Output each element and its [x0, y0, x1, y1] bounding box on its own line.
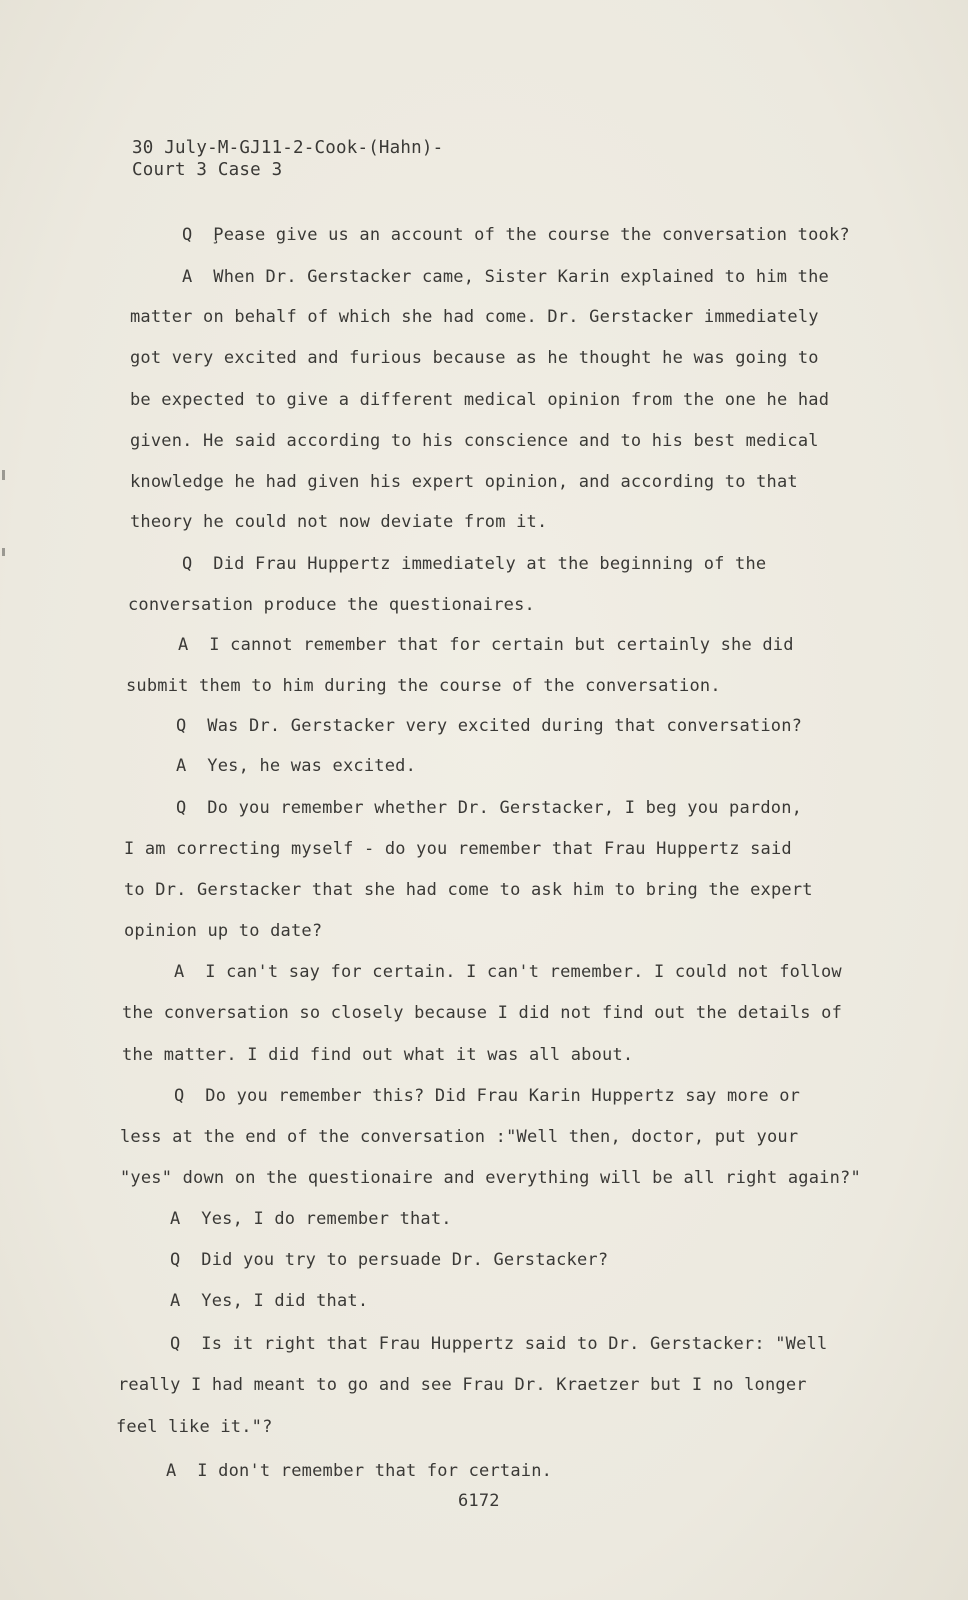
left-edge-mark — [2, 548, 5, 556]
text-line: Q Was Dr. Gerstacker very excited during that conversation? — [176, 716, 803, 736]
text-line: knowledge he had given his expert opinion, and according to that — [130, 472, 798, 492]
text-line: really I had meant to go and see Frau Dr. Kraetzer but I no longer — [118, 1375, 807, 1395]
text-line: the matter. I did find out what it was all about. — [122, 1045, 634, 1065]
text-line: theory he could not now deviate from it. — [130, 512, 548, 532]
text-line: Q Do you remember whether Dr. Gerstacker, I beg you pardon, — [176, 798, 803, 818]
text-line: got very excited and furious because as he thought he was going to — [130, 348, 819, 368]
text-line: A I don't remember that for certain. — [166, 1461, 553, 1481]
text-line: A When Dr. Gerstacker came, Sister Karin explained to him the — [182, 267, 829, 287]
text-line: be expected to give a different medical opinion from the one he had — [130, 390, 830, 410]
text-line: A Yes, he was excited. — [176, 756, 417, 776]
text-line: Q Did Frau Huppertz immediately at the beginning of the — [182, 554, 767, 574]
text-line: Q Is it right that Frau Huppertz said to Dr. Gerstacker: "Well — [170, 1334, 828, 1354]
text-line: I am correcting myself - do you remember that Frau Huppertz said — [124, 839, 792, 859]
text-line: feel like it."? — [116, 1417, 273, 1437]
text-line: to Dr. Gerstacker that she had come to ask him to bring the expert — [124, 880, 813, 900]
text-line: A I can't say for certain. I can't remember. I could not follow — [174, 962, 842, 982]
text-line: matter on behalf of which she had come. Dr. Gerstacker immediately — [130, 307, 819, 327]
text-line: less at the end of the conversation :"Well then, doctor, put your — [120, 1127, 799, 1147]
text-line: Q Did you try to persuade Dr. Gerstacker? — [170, 1250, 609, 1270]
text-line: the conversation so closely because I did not find out the details of — [122, 1003, 843, 1023]
text-line: opinion up to date? — [124, 921, 323, 941]
text-line: A Yes, I do remember that. — [170, 1209, 452, 1229]
left-edge-mark — [2, 470, 5, 480]
header-line-1: 30 July-M-GJ11-2-Cook-(Hahn)- — [132, 138, 444, 158]
text-line: A I cannot remember that for certain but certainly she did — [178, 635, 794, 655]
text-line: Q Do you remember this? Did Frau Karin Huppertz say more or — [174, 1086, 801, 1106]
text-line: submit them to him during the course of the conversation. — [126, 676, 721, 696]
text-line: given. He said according to his conscience and to his best medical — [130, 431, 819, 451]
text-line: A Yes, I did that. — [170, 1291, 369, 1311]
text-line: "yes" down on the questionaire and everything will be all right again?" — [120, 1168, 861, 1188]
text-line: Q P̧ease give us an account of the course the conversation took? — [182, 225, 850, 245]
text-line: conversation produce the questionaires. — [128, 595, 535, 615]
header-line-2: Court 3 Case 3 — [132, 160, 283, 180]
page-number: 6172 — [458, 1491, 500, 1511]
